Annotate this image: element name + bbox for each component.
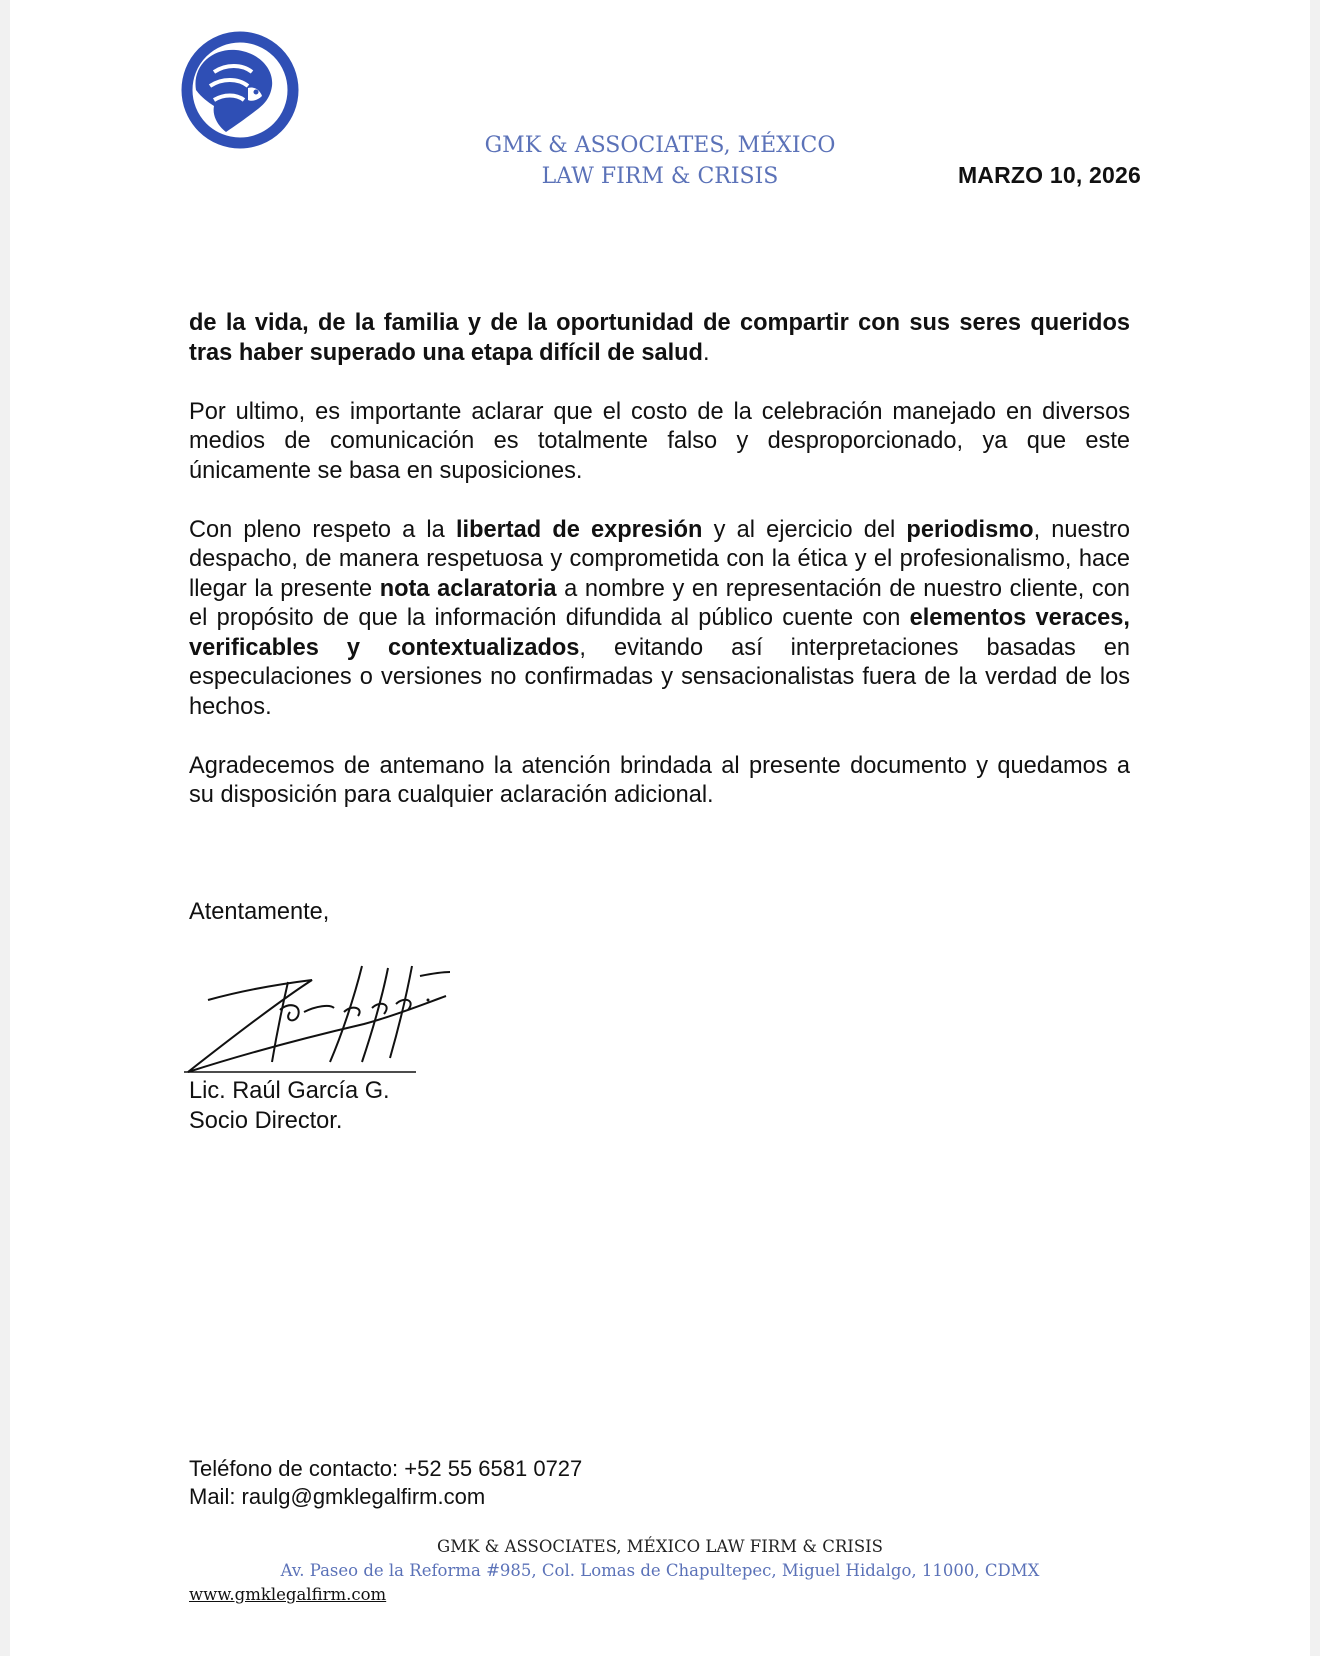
p3-bold-periodismo: periodismo [906, 516, 1034, 543]
signatory [189, 1077, 390, 1136]
paragraph-2: Por ultimo, es importante aclarar que el costo de la celebración manejado en diversos medios de comunicación es totalmente falso y desproporcionado, ya que este únicamente se basa en suposiciones. [189, 398, 1130, 484]
sign-off: Atentamente, [189, 899, 330, 925]
footer-website-link[interactable]: www.gmklegalfirm.com [189, 1585, 387, 1604]
p3-text-g: a nombre y en representación de nuestro cliente, con el propósito de que la información difundida al público cuente con [189, 575, 1130, 631]
p3-text-c: y al ejercicio del [702, 516, 907, 543]
firm-name-line1: GMK & ASSOCIATES, MÉXICO [484, 133, 836, 158]
handwritten-signature [184, 958, 454, 1078]
signatory-role: Socio Director. [189, 1107, 343, 1134]
p3-bold-elementos: elementos veraces, verificables y contextualizados [189, 605, 1130, 661]
firm-heading [420, 130, 900, 192]
paragraph-1-bold: de la vida, de la familia y de la oportunidad de compartir con sus seres queridos tras haber superado una etapa difícil de salud [189, 310, 1130, 366]
paragraph-1-end: . [702, 339, 710, 366]
contact-mail: Mail: raulg@gmklegalfirm.com [189, 1484, 486, 1509]
firm-name-line2: LAW FIRM & CRISIS [541, 164, 779, 189]
p3-text-i: , evitando así interpretaciones basadas en especulaciones o versiones no confirmadas y sensacionalistas fuera de la verdad de los hechos. [189, 634, 1130, 720]
paragraph-1 [189, 309, 1130, 368]
paragraph-3 [189, 516, 1130, 723]
p3-text-a: Con pleno respeto a la [189, 516, 456, 543]
footer-firm-name: GMK & ASSOCIATES, MÉXICO LAW FIRM & CRISIS [437, 1537, 883, 1556]
footer-address: Av. Paseo de la Reforma #985, Col. Lomas de Chapultepec, Miguel Hidalgo, 11000, CDMX [280, 1561, 1040, 1580]
p3-bold-nota: nota aclaratoria [379, 575, 557, 602]
signatory-name: Lic. Raúl García G. [189, 1078, 390, 1104]
letter-body [189, 309, 1130, 840]
lion-head-logo-icon [178, 28, 302, 152]
paragraph-4: Agradecemos de antemano la atención brindada al presente documento y quedamos a su disposición para cualquier aclaración adicional. [189, 752, 1130, 808]
contact-phone: Teléfono de contacto: +52 55 6581 0727 [189, 1456, 583, 1481]
p3-bold-libertad: libertad de expresión [455, 516, 703, 543]
contact-info [189, 1455, 582, 1511]
letter-date: MARZO 10, 2026 [957, 162, 1141, 188]
p3-text-e: , nuestro despacho, de manera respetuosa y comprometida con la ética y el profesionalismo, hace llegar la presente [189, 516, 1130, 602]
